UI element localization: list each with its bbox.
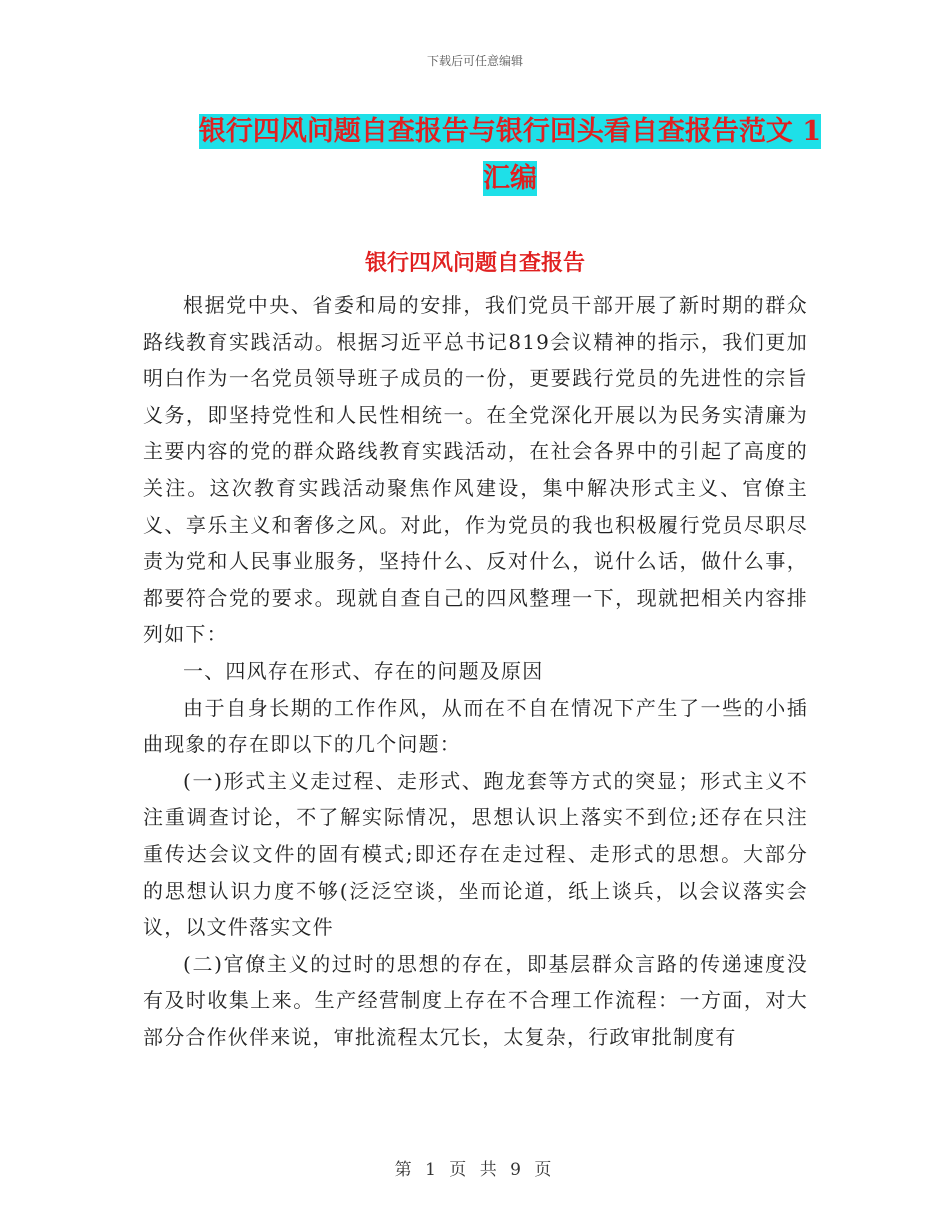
document-title-line2: 汇编 <box>483 163 537 194</box>
paragraph-issues-intro: 由于自身长期的工作作风，从而在不自在情况下产生了一些的小插曲现象的存在即以下的几个问题： <box>143 695 808 757</box>
section-title: 银行四风问题自查报告 <box>364 250 585 276</box>
document-title-line1: 银行四风问题自查报告与银行回头看自查报告范文 1 <box>198 116 822 147</box>
paragraph-intro: 根据党中央、省委和局的安排，我们党员干部开展了新时期的群众路线教育实践活动。根据习近平总书记819会议精神的指示，我们更加明白作为一名党员领导班子成员的一份，更要践行党员的先进性的宗旨义务，即坚持党性和人民性相统一。在全党深化开展以为民务实清廉为主要内容的党的群众路线教育实践活动，在社会各界中的引起了高度的关注。这次教育实践活动聚焦作风建设，集中解决形式主义、官僚主义、享乐主义和奢侈之风。对此，作为党员的我也积极履行党员尽职尽责为党和人民事业服务，坚持什么、反对什么，说什么话，做什么事，都要符合党的要求。现就自查自己的四风整理一下，现就把相关内容排列如下： <box>143 293 808 647</box>
document-title <box>190 108 830 202</box>
heading-four-winds-issues: 一、四风存在形式、存在的问题及原因 <box>183 658 544 683</box>
paragraph-formalism: (一)形式主义走过程、走形式、跑龙套等方式的突显；形式主义不注重调查讨论，不了解实际情况，思想认识上落实不到位;还存在只注重传达会议文件的固有模式;即还存在走过程、走形式的思想。大部分的思想认识力度不够(泛泛空谈，坐而论道，纸上谈兵，以会议落实会议，以文件落实文件 <box>143 768 808 940</box>
document-body <box>143 287 808 1055</box>
paragraph-bureaucratism: (二)官僚主义的过时的思想的存在，即基层群众言路的传递速度没有及时收集上来。生产经营制度上存在不合理工作流程：一方面，对大部分合作伙伴来说，审批流程太冗长，太复杂，行政审批制度有 <box>143 951 808 1049</box>
header-note: 下载后可任意编辑 <box>426 54 523 68</box>
page-footer: 第 1 页 共 9 页 <box>394 1160 556 1180</box>
